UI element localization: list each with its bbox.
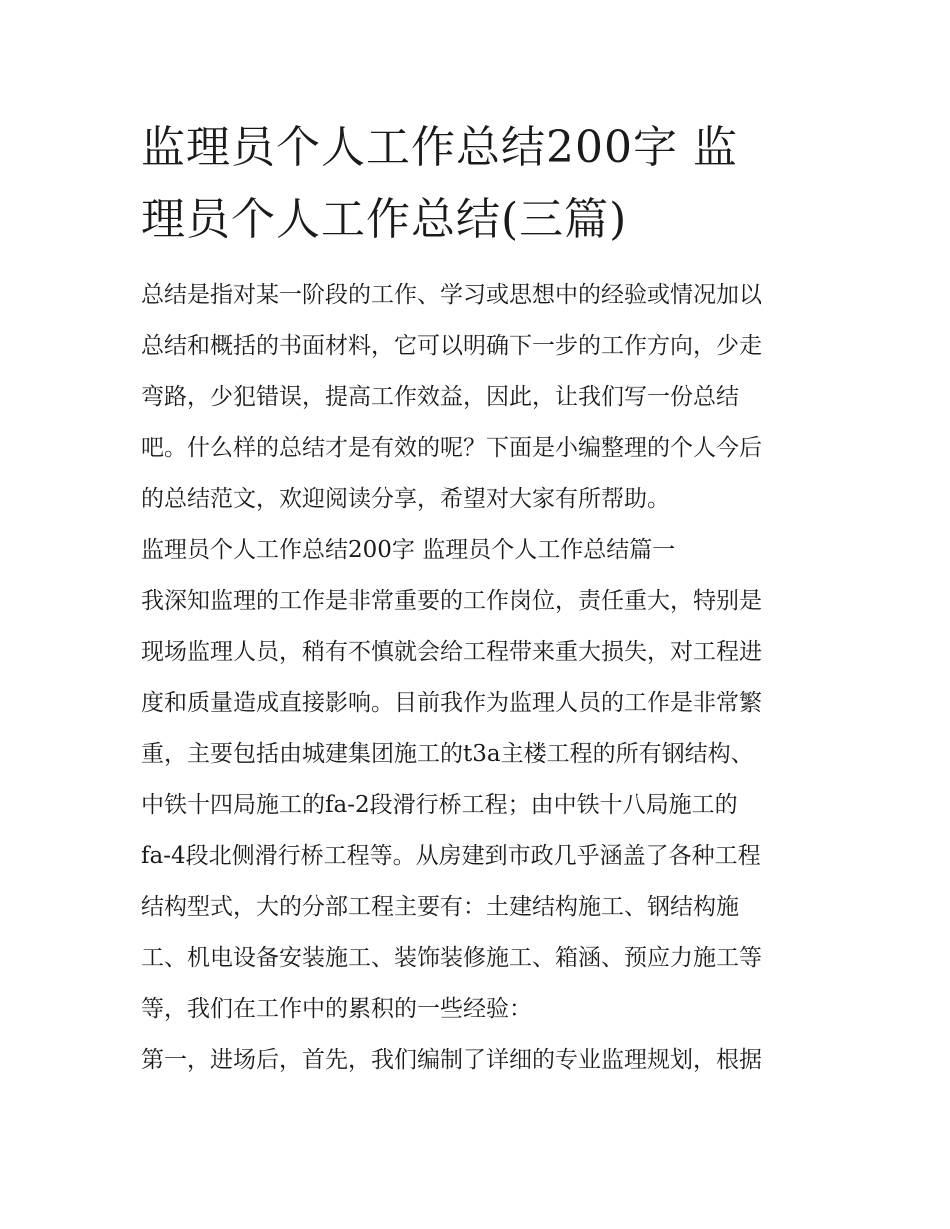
body-paragraph <box>141 1035 813 1086</box>
document-title <box>141 112 813 256</box>
section-heading: 监理员个人工作总结200字 监理员个人工作总结篇一 <box>141 537 676 563</box>
title-line: 监理员个人工作总结200字 监 <box>141 122 738 173</box>
text-line: 吧。什么样的总结才是有效的呢？下面是小编整理的个人今后 <box>141 435 762 461</box>
text-line: 结构型式，大的分部工程主要有：土建结构施工、钢结构施 <box>141 894 739 920</box>
text-line: 工、机电设备安装施工、装饰装修施工、箱涵、预应力施工等 <box>141 945 762 971</box>
document-body <box>141 270 813 1086</box>
text-line: 重，主要包括由城建集团施工的t3a主楼工程的所有钢结构、 <box>141 741 754 767</box>
title-line: 理员个人工作总结(三篇) <box>141 194 628 245</box>
intro-paragraph <box>141 270 813 525</box>
text-line: 总结是指对某一阶段的工作、学习或思想中的经验或情况加以 <box>141 282 762 308</box>
text-line: 总结和概括的书面材料，它可以明确下一步的工作方向，少走 <box>141 333 762 359</box>
text-line: 中铁十四局施工的fa-2段滑行桥工程；由中铁十八局施工的 <box>141 792 738 818</box>
body-paragraph <box>141 576 813 1035</box>
text-line: 第一，进场后，首先，我们编制了详细的专业监理规划，根据 <box>141 1047 762 1073</box>
text-line: 等，我们在工作中的累积的一些经验： <box>141 996 532 1022</box>
text-line: 弯路，少犯错误，提高工作效益，因此，让我们写一份总结 <box>141 384 739 410</box>
text-line: 度和质量造成直接影响。目前我作为监理人员的工作是非常繁 <box>141 690 762 716</box>
document-page <box>141 112 813 1086</box>
text-line: 的总结范文，欢迎阅读分享，希望对大家有所帮助。 <box>141 486 670 512</box>
text-line: fa-4段北侧滑行桥工程等。从房建到市政几乎涵盖了各种工程 <box>141 843 761 869</box>
text-line: 现场监理人员，稍有不慎就会给工程带来重大损失，对工程进 <box>141 639 762 665</box>
text-line: 我深知监理的工作是非常重要的工作岗位，责任重大，特别是 <box>141 588 762 614</box>
